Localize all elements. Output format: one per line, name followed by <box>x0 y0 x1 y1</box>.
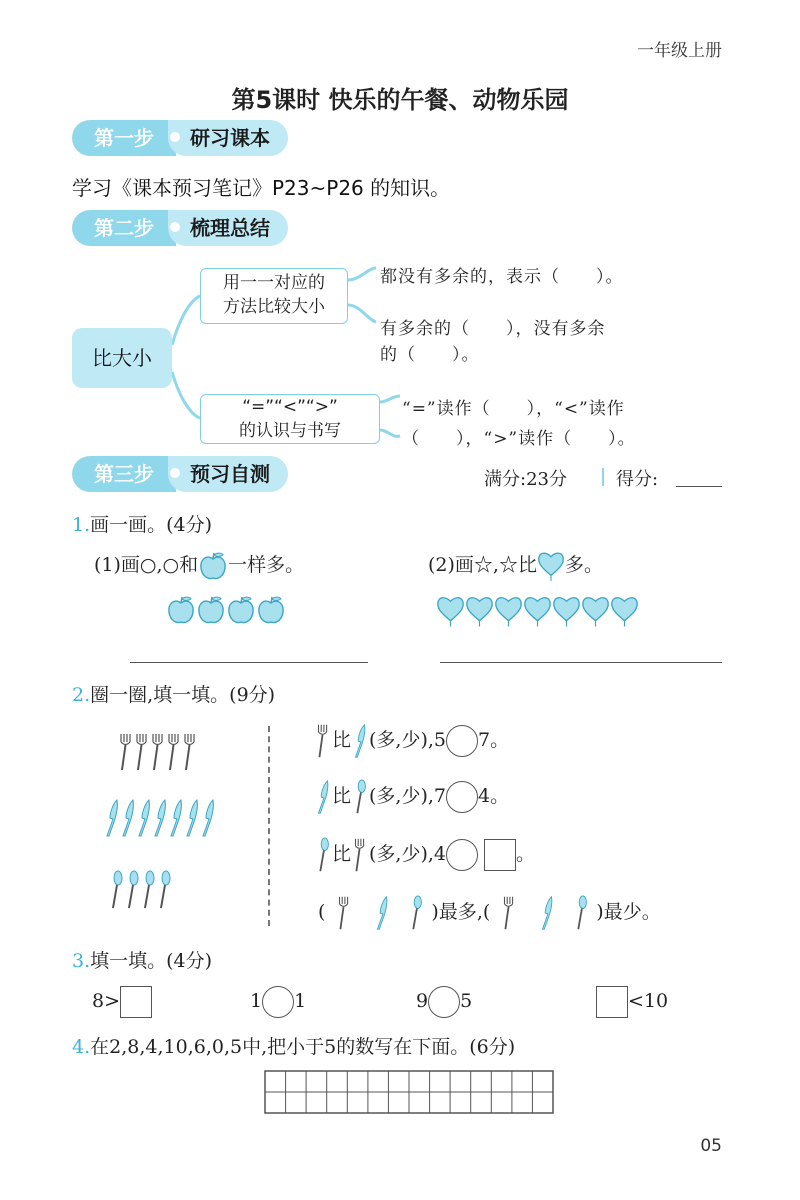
knife-group <box>104 798 216 842</box>
q3-a <box>92 984 152 1018</box>
balloon-heart-icon <box>494 594 523 628</box>
q1-part1 <box>94 550 304 581</box>
balloon-heart-icon <box>537 550 565 582</box>
fork-icon[interactable] <box>335 895 353 931</box>
answer-box[interactable] <box>484 839 516 871</box>
q3-b <box>250 984 306 1018</box>
q2-row1-bi: 比 <box>332 729 352 751</box>
q2-row4-most: )最多,( <box>431 901 491 923</box>
apple-icon <box>198 551 228 581</box>
q2-row3-bi: 比 <box>332 843 352 865</box>
knife-icon <box>104 798 120 838</box>
spoon-icon[interactable] <box>407 895 425 931</box>
spoon-icon <box>351 779 369 815</box>
spoon-icon <box>156 868 172 912</box>
step3-name: 预习自测 <box>168 456 288 492</box>
q3-text: 填一填。(4分) <box>90 950 213 972</box>
q3-c-left: 9 <box>416 990 429 1012</box>
knife-icon <box>168 798 184 838</box>
compare-circle[interactable] <box>446 781 478 813</box>
q2-title <box>72 680 275 707</box>
branch2-line2: 的认识与书写 <box>239 421 341 441</box>
q1-part1-b: 一样多。 <box>228 554 305 576</box>
branch1-text1: 都没有多余的，表示（ ）。 <box>380 267 624 287</box>
q3-b-right: 1 <box>294 990 307 1012</box>
mindmap-connectors <box>0 0 800 460</box>
fork-icon <box>166 732 182 772</box>
step2-number: 第二步 <box>72 210 176 246</box>
step-dot-icon <box>170 468 180 478</box>
knife-icon <box>152 798 168 838</box>
answer-box[interactable] <box>596 986 628 1018</box>
balloon-heart-icon <box>523 594 552 628</box>
q1-part2-b: 多。 <box>564 554 603 576</box>
branch2-text2: （ ），“>”读作（ ）。 <box>402 429 636 449</box>
branch1-text2a: 有多余的（ ），没有多余 <box>380 319 606 339</box>
fork-icon[interactable] <box>500 895 518 931</box>
fork-icon <box>351 837 369 873</box>
q2-row2-bi: 比 <box>332 785 352 807</box>
full-score: 满分:23分 <box>484 469 567 490</box>
q2-row3-end: 。 <box>516 843 536 865</box>
spoon-icon <box>314 837 332 873</box>
q2-row2-rest: (多,少),7 <box>369 785 447 807</box>
step1-instruction: 学习《课本预习笔记》P23~P26 的知识。 <box>72 176 451 200</box>
fork-icon <box>118 732 134 772</box>
apple-icon <box>196 594 226 626</box>
knife-icon[interactable] <box>373 895 391 931</box>
q3-number: 3. <box>72 950 91 972</box>
compare-circle[interactable] <box>262 986 294 1018</box>
fork-icon <box>314 723 332 759</box>
step3-number: 第三步 <box>72 456 176 492</box>
knife-icon[interactable] <box>538 895 556 931</box>
q4-text: 在2,8,4,10,6,0,5中,把小于5的数写在下面。(6分) <box>90 1036 516 1058</box>
q3-c <box>416 984 472 1018</box>
spoon-icon <box>108 868 124 912</box>
page-number: 05 <box>700 1136 722 1156</box>
compare-circle[interactable] <box>428 986 460 1018</box>
score-divider <box>602 468 604 486</box>
mindmap-branch2-box <box>200 394 380 444</box>
compare-circle[interactable] <box>446 839 478 871</box>
fork-icon <box>134 732 150 772</box>
balloon-heart-icon <box>465 594 494 628</box>
q1-part1-answer-line[interactable] <box>130 662 368 663</box>
knife-icon <box>314 779 332 815</box>
q2-row3 <box>314 834 535 874</box>
q2-text: 圈一圈,填一填。(9分) <box>90 684 276 706</box>
spoon-group <box>108 868 172 916</box>
q2-row2 <box>314 776 509 816</box>
spoon-icon <box>140 868 156 912</box>
answer-box[interactable] <box>120 986 152 1018</box>
branch2-text1: “=”读作（ ），“<”读作 <box>402 399 625 419</box>
mindmap-branch1-box <box>200 268 348 324</box>
fork-icon <box>182 732 198 772</box>
compare-circle[interactable] <box>446 725 478 757</box>
balloon-heart-icon <box>436 594 465 628</box>
knife-icon <box>136 798 152 838</box>
knife-icon <box>200 798 216 838</box>
q2-number: 2. <box>72 684 91 706</box>
branch1-line2: 方法比较大小 <box>223 297 325 317</box>
q2-row4-open: ( <box>318 901 326 923</box>
apple-icon <box>166 594 196 626</box>
q3-d <box>596 984 668 1018</box>
branch1-line1: 用一一对应的 <box>223 273 325 293</box>
q1-part2-a: (2)画☆,☆比 <box>428 554 537 576</box>
q3-title <box>72 946 212 973</box>
step1-number: 第一步 <box>72 120 176 156</box>
q4-title <box>72 1032 515 1059</box>
balloon-heart-icon <box>552 594 581 628</box>
knife-icon <box>120 798 136 838</box>
spoon-icon <box>124 868 140 912</box>
q1-part1-a: (1)画○,○和 <box>94 554 199 576</box>
step3-header <box>72 456 332 492</box>
balloon-heart-icon <box>581 594 610 628</box>
q2-row4-least: )最少。 <box>596 901 661 923</box>
q3-a-left: 8> <box>92 990 121 1012</box>
q2-row1-end: 7。 <box>478 729 510 751</box>
q2-row3-rest: (多,少),4 <box>369 843 447 865</box>
q2-row1-rest: (多,少),5 <box>369 729 447 751</box>
step1-name: 研习课本 <box>168 120 288 156</box>
fork-icon <box>150 732 166 772</box>
balloon-heart-icon <box>610 594 639 628</box>
q1-title <box>72 510 212 537</box>
step2-name: 梳理总结 <box>168 210 288 246</box>
q2-row4 <box>318 892 661 932</box>
score-label: 得分: <box>616 469 659 490</box>
q3-b-left: 1 <box>250 990 263 1012</box>
page-title: 第5课时 快乐的午餐、动物乐园 <box>231 86 569 114</box>
q1-text: 画一画。(4分) <box>90 514 213 536</box>
q3-d-right: <10 <box>628 990 669 1012</box>
spoon-icon[interactable] <box>572 895 590 931</box>
q1-part2 <box>428 550 603 582</box>
grade-label: 一年级上册 <box>637 41 722 61</box>
mindmap-center: 比大小 <box>72 328 172 388</box>
apple-group <box>166 594 286 630</box>
score-blank[interactable] <box>676 486 722 487</box>
knife-icon <box>351 723 369 759</box>
q1-number: 1. <box>72 514 91 536</box>
q1-part2-answer-line[interactable] <box>440 662 722 663</box>
q4-writing-grid[interactable] <box>264 1070 554 1114</box>
knife-icon <box>184 798 200 838</box>
fork-group <box>118 732 198 776</box>
apple-icon <box>256 594 286 626</box>
branch1-text2b: 的（ ）。 <box>380 345 480 365</box>
q4-number: 4. <box>72 1036 91 1058</box>
q2-row1 <box>314 720 509 760</box>
apple-icon <box>226 594 256 626</box>
branch2-line1: “=”“<”“>” <box>242 397 338 417</box>
q2-row2-end: 4。 <box>478 785 510 807</box>
heart-balloon-group <box>436 594 639 632</box>
q3-c-right: 5 <box>460 990 473 1012</box>
q2-divider <box>268 726 270 926</box>
